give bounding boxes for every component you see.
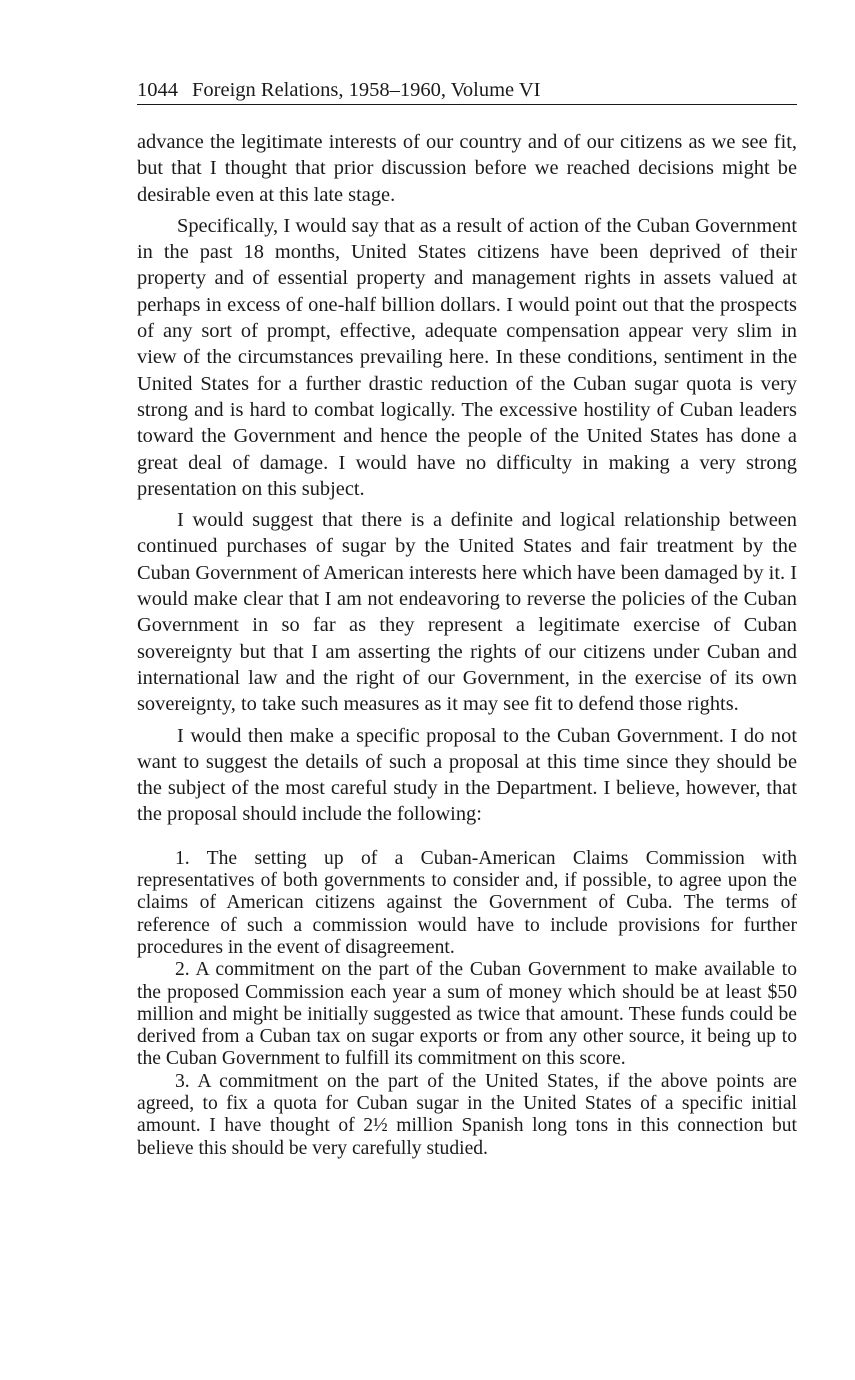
paragraph: I would suggest that there is a definite and logical relationship between continued purchases of sugar by the United States and fair treatment by the Cuban Government of American interests here which have been damaged by it. I would make clear that I am not endeavoring to reverse the policies of the Cuban Government in so far as they represent a legitimate exercise of Cuban sovereignty but that I am asserting the rights of our citizens under Cuban and international law and the right of our Government, in the exercise of its own sovereignty, to take such measures as it may see fit to defend those rights.	[137, 509, 797, 716]
running-header	[137, 78, 797, 105]
paragraph-continuation: advance the legitimate interests of our country and of our citizens as we see fit, but that I thought that prior discussion before we reached decisions might be desirable even at this late stage.	[137, 131, 797, 206]
list-item: 2. A commitment on the part of the Cuban Government to make available to the proposed Commission each year a sum of money which should be at least $50 million and might be initially suggested as twice that amount. These funds could be derived from a Cuban tax on sugar exports or from any other source, it being up to the Cuban Government to fulfill its commitment on this score.	[137, 959, 797, 1070]
page-number: 1044	[137, 79, 178, 101]
running-title: Foreign Relations, 1958–1960, Volume VI	[192, 79, 541, 101]
list-item: 3. A commitment on the part of the United States, if the above points are agreed, to fix a quota for Cuban sugar in the United States of a specific initial amount. I have thought of 2½ million Spanish long tons in this connection but believe this should be very carefully studied.	[137, 1070, 797, 1159]
list-item: 1. The setting up of a Cuban-American Claims Commission with representatives of both governments to consider and, if possible, to agree upon the claims of American citizens against the Government of Cuba. The terms of reference of such a commission would have to include provisions for further procedures in the event of disagreement.	[137, 847, 797, 958]
proposal-list	[137, 848, 797, 1160]
document-page	[137, 78, 797, 1160]
body-text	[137, 129, 797, 828]
paragraph: I would then make a specific proposal to the Cuban Government. I do not want to suggest the details of such a proposal at this time since they should be the subject of the most careful study in the Department. I believe, however, that the proposal should include the following:	[137, 724, 797, 826]
paragraph: Specifically, I would say that as a result of action of the Cuban Government in the past 18 months, United States citizens have been deprived of their property and of essential property and management rights in assets valued at perhaps in excess of one-half billion dollars. I would point out that the prospects of any sort of prompt, effective, adequate compensation appear very slim in view of the circumstances prevailing here. In these conditions, sentiment in the United States for a further drastic reduction of the Cuban sugar quota is very strong and is hard to combat logically. The excessive hostility of Cuban leaders toward the Government and hence the people of the United States has done a great deal of damage. I would have no difficulty in making a very strong presentation on this subject.	[137, 214, 797, 500]
